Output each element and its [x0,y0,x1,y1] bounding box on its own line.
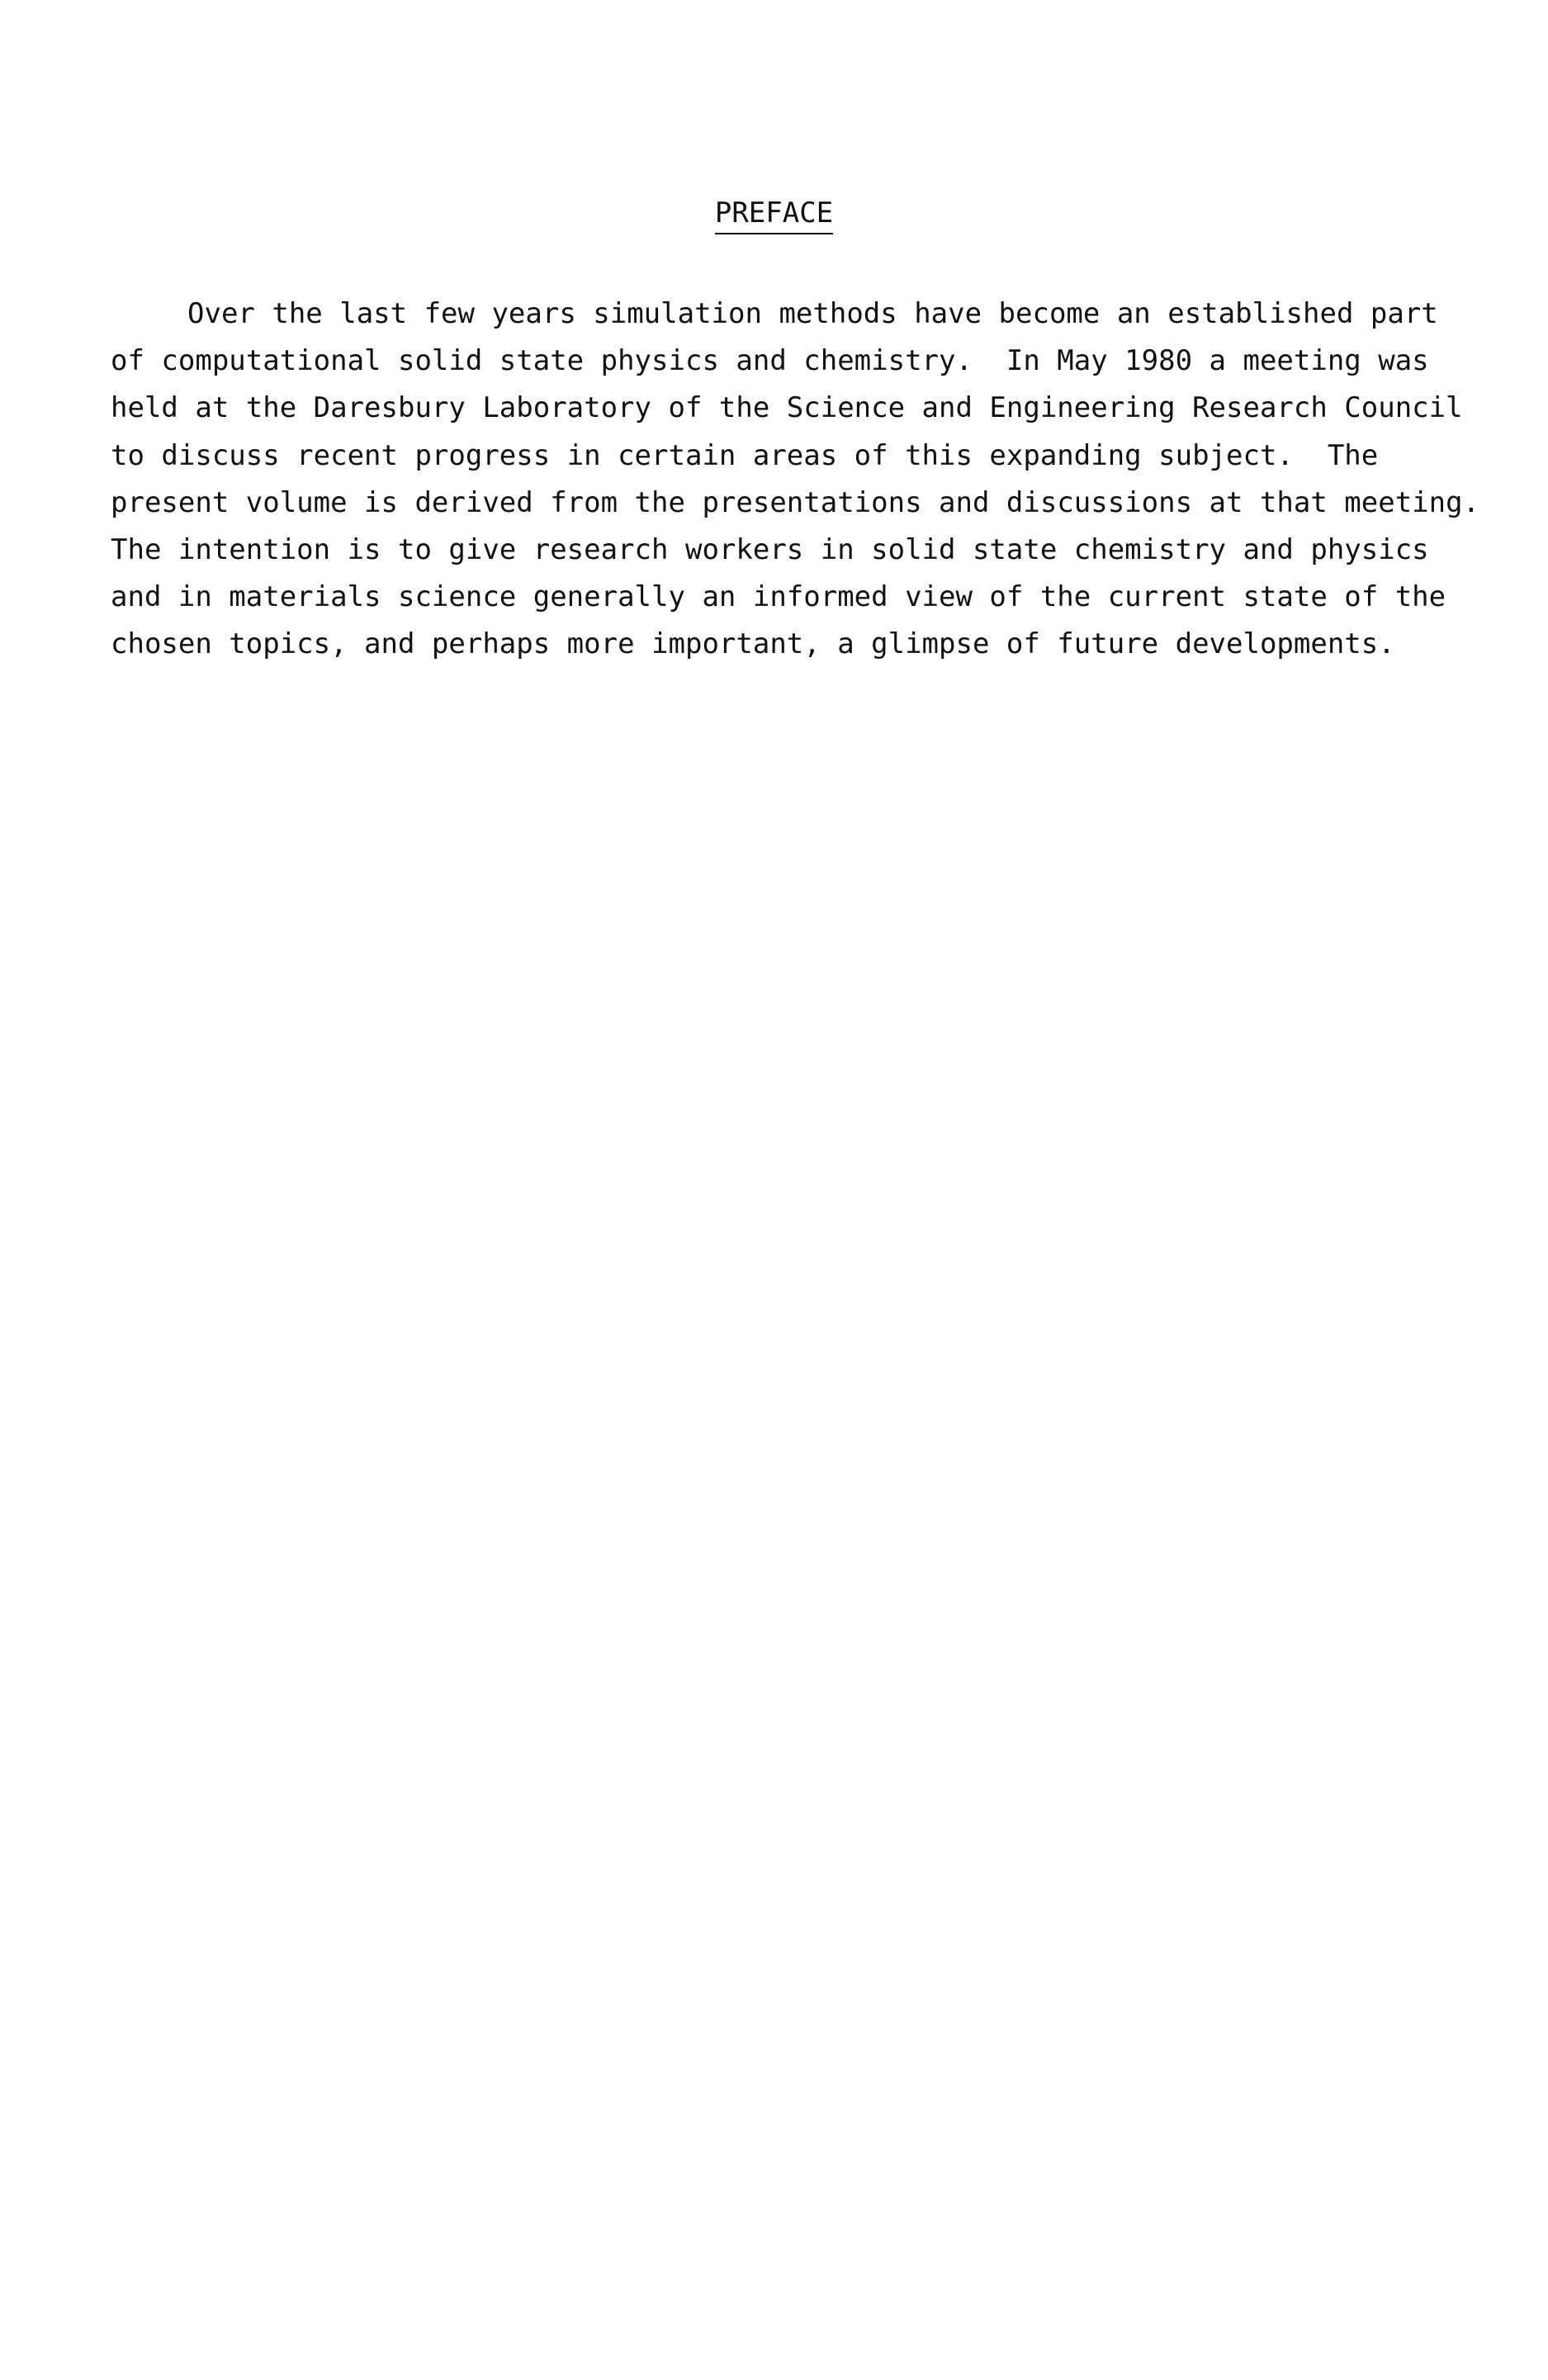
preface-paragraph [111,291,1480,669]
preface-heading: PREFACE [715,195,833,234]
page-title [0,195,1548,234]
paragraph-line: The intention is to give research workers in solid state chemistry and physics [111,532,1429,566]
paragraph-line: held at the Daresbury Laboratory of the Science and Engineering Research Council [111,391,1463,425]
paragraph-line: to discuss recent progress in certain areas of this expanding subject. The [111,438,1379,472]
paragraph-line: chosen topics, and perhaps more important, a glimpse of future developments. [111,627,1395,661]
paragraph-line: and in materials science generally an informed view of the current state of the [111,580,1446,614]
paragraph-line: of computational solid state physics and chemistry. In May 1980 a meeting was [111,344,1429,378]
paragraph-line: Over the last few years simulation methods have become an established part [187,297,1438,330]
paragraph-line: present volume is derived from the presentations and discussions at that meeting. [111,485,1480,519]
